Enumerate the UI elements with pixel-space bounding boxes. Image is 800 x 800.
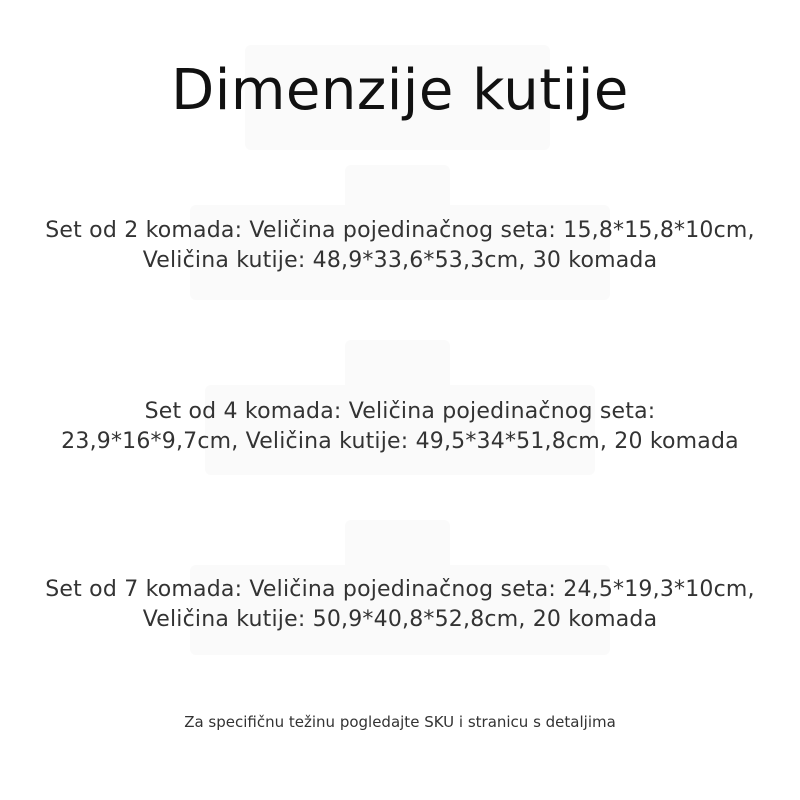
page-title: Dimenzije kutije: [171, 58, 629, 123]
set-4-line-2: 23,9*16*9,7cm, Veličina kutije: 49,5*34*51,8cm, 20 komada: [61, 429, 739, 454]
set-7-line-1: Set od 7 komada: Veličina pojedinačnog seta: 24,5*19,3*10cm,: [45, 577, 755, 602]
set-2-description: [30, 216, 770, 276]
set-7-description: [30, 575, 770, 635]
set-4-line-1: Set od 4 komada: Veličina pojedinačnog seta:: [144, 399, 656, 424]
background-panel: [345, 520, 450, 570]
set-2-line-1: Set od 2 komada: Veličina pojedinačnog seta: 15,8*15,8*10cm,: [45, 218, 755, 243]
background-panel: [345, 340, 450, 390]
set-7-line-2: Veličina kutije: 50,9*40,8*52,8cm, 20 komada: [142, 607, 658, 632]
background-panel: [345, 165, 450, 210]
set-4-description: [30, 397, 770, 457]
set-2-line-2: Veličina kutije: 48,9*33,6*53,3cm, 30 komada: [142, 248, 658, 273]
footnote: Za specifičnu težinu pogledajte SKU i stranicu s detaljima: [184, 713, 616, 731]
